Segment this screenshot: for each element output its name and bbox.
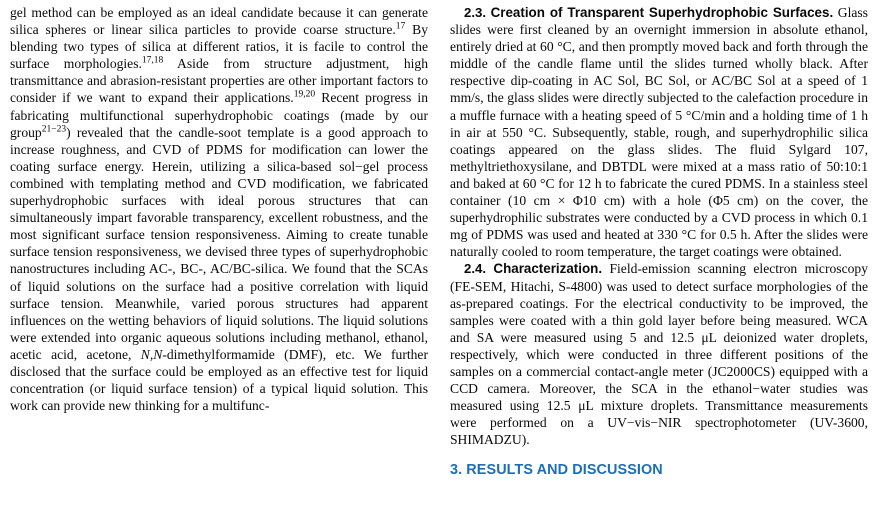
text-run: By blending two types of silica at different ratios, it is facile to control the surface morphologies. [10,22,429,72]
section-body: mixture droplets. Transmittance measurements were performed on a UV−vis−NIR spectrophotometer (UV-3600, SHIMADZU). [450,398,869,448]
citation-ref: 19,20 [293,89,316,100]
unit-run: μL [578,398,594,414]
section-body: Glass slides were first cleaned by an overnight immersion in absolute ethanol, entirely dried at 60 °C, and then promptly moved back and forth through the middle of the candle flame until the slides turned wholly black. After respective dip-coating in AC Sol, BC Sol, or AC/BC Sol at a speed of 1 mm/s, the glass slides were directly subjected to the calefaction procedure in a muffle furnace with a heating speed of 5 °C/min and a holding time of 1 h in air at 550 °C. Subsequently, stable, rough, and superhydrophilic silica coatings appeared on the glass slides. The fluid Sylgard 107, methyltriethoxysilane, and DBTDL were mixed at a mass ratio of 50:10:1 and baked at 60 °C for 12 h to fabricate the cured PDMS. In a stainless steel container (10 cm × Φ10 cm) with a hole (Φ5 cm) on the cover, the superhydrophilic substrates were conducted by a CVD process in which 0.1 mg of PDMS was used and heated at 330 °C for 0.5 h. After the slides were naturally cooled to room temperature, the target coatings were obtained. [450,5,868,260]
section-number: 2.4. [464,261,486,277]
results-and-discussion-heading: 3. RESULTS AND DISCUSSION [450,462,663,479]
citation-ref: 21−23 [41,124,67,135]
text-run: ) revealed that the candle-soot template is a good approach to increase roughness, and CVD of PDMS for modification can lower the coating surface energy. Herein, utilizing a silica-based sol−gel process combined with templating method and CVD modification, we fabricated superhydrophobic surfaces with ideal porous structures that can simultaneously impart favorable transparency, excellent robustness, and the most significant surface tension responsiveness. Aiming to create tunable surface tension responsiveness, we devised three types of superhydrophobic nanostructures including AC-, BC-, AC/BC-silica. We found that the SCAs of liquid solutions on the surface had a positive correlation with liquid surface tension. Meanwhile, varied porous structures had apparent influences on the wetting behaviors of liquid solutions. The liquid solutions were extended into organic aqueous solutions including methanol, ethanol, acetic acid, acetone, [10,124,428,362]
italic-run: N,N [140,346,163,362]
text-run: -dimethylformamide (DMF), etc. We further disclosed that the surface could be employed as an effective test for liquid concentration (or liquid surface tension) of a typical liquid solution. This work can provide new thinking for a multifunc- [10,346,428,414]
citation-ref: 17,18 [141,55,164,66]
left-continued-paragraph [10,4,428,414]
section-body: deionized water droplets, respectively, which were conducted in three different positions of the samples on a commercial contact-angle meter (JC2000CS) equipped with a CCD camera. Moreover, the SCA in the ethanol−water studies was measured using 12.5 [450,329,869,414]
section-body: Field-emission scanning electron microscopy (FE-SEM, Hitachi, S-4800) was used to detect surface morphologies of the as-prepared coatings. For the electrical conductivity to be improved, the samples were coated with a thin gold layer before being measured. WCA and SA were measured using 5 and 12.5 [450,261,868,345]
section-2-3 [450,4,868,260]
right-column [450,4,868,516]
section-heading: Creation of Transparent Superhydrophobic Surfaces. [490,5,834,20]
text-run: gel method can be employed as an ideal candidate because it can generate silica spheres or linear silica particles to provide coarse structure. [10,5,428,38]
section-2-4 [450,260,868,448]
section-number: 2.3. [464,5,486,20]
left-column [10,4,428,516]
text-run: Aside from structure adjustment, high transmittance and abrasion-resistant properties are other important factors to consider if we want to expand their applications. [10,56,428,106]
citation-ref: 17 [395,21,406,32]
unit-run: μL [701,329,717,345]
text-run: Recent progress in fabricating multifunctional superhydrophobic coatings (made by our group [10,90,428,140]
section-heading: Characterization. [493,261,603,277]
